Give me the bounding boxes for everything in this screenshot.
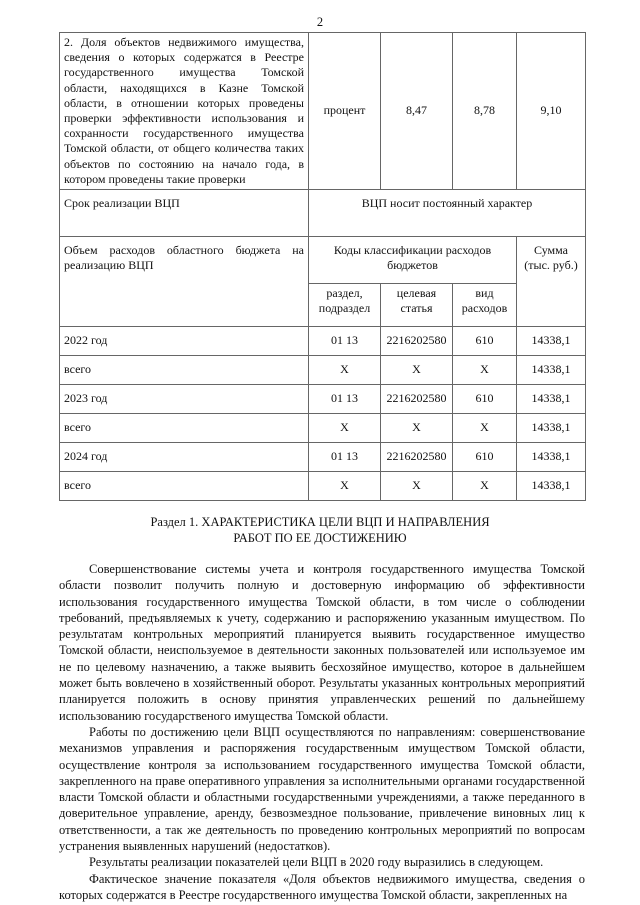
indicator-value: 8,78 bbox=[453, 33, 517, 190]
row-type: 610 bbox=[453, 327, 517, 356]
term-label: Срок реализации ВЦП bbox=[60, 190, 309, 237]
row-section: X bbox=[309, 356, 381, 385]
row-label: 2024 год bbox=[60, 443, 309, 472]
paragraph: Фактическое значение показателя «Доля объектов недвижимого имущества, сведения о которых содержатся в Реестре государственного имущества Томской области, закрепленных на bbox=[59, 871, 585, 902]
row-sum: 14338,1 bbox=[517, 414, 586, 443]
section-heading-line: РАБОТ ПО ЕЕ ДОСТИЖЕНИЮ bbox=[233, 531, 407, 545]
row-label: 2022 год bbox=[60, 327, 309, 356]
row-section: 01 13 bbox=[309, 385, 381, 414]
subheader-type: вид расходов bbox=[453, 284, 517, 327]
row-section: X bbox=[309, 472, 381, 501]
row-sum: 14338,1 bbox=[517, 385, 586, 414]
codes-header: Коды классификации расходов бюджетов bbox=[309, 237, 517, 284]
row-article: X bbox=[381, 356, 453, 385]
page-number: 2 bbox=[316, 15, 324, 29]
row-sum: 14338,1 bbox=[517, 472, 586, 501]
indicator-value: 8,47 bbox=[381, 33, 453, 190]
indicator-value: 9,10 bbox=[517, 33, 586, 190]
row-article: 2216202580 bbox=[381, 327, 453, 356]
indicator-unit: процент bbox=[309, 33, 381, 190]
row-sum: 14338,1 bbox=[517, 356, 586, 385]
table-row bbox=[60, 414, 586, 443]
body-text bbox=[59, 561, 585, 903]
row-article: X bbox=[381, 414, 453, 443]
row-sum: 14338,1 bbox=[517, 443, 586, 472]
row-type: X bbox=[453, 414, 517, 443]
sum-header: Сумма (тыс. руб.) bbox=[517, 237, 586, 327]
budget-label: Объем расходов областного бюджета на реализацию ВЦП bbox=[60, 237, 309, 327]
row-type: 610 bbox=[453, 385, 517, 414]
section-heading bbox=[0, 514, 640, 546]
subheader-section: раздел, подраздел bbox=[309, 284, 381, 327]
row-section: 01 13 bbox=[309, 327, 381, 356]
row-article: 2216202580 bbox=[381, 443, 453, 472]
table-row bbox=[60, 472, 586, 501]
table-row bbox=[60, 356, 586, 385]
term-value: ВЦП носит постоянный характер bbox=[309, 190, 586, 237]
subheader-article: целевая статья bbox=[381, 284, 453, 327]
row-label: всего bbox=[60, 472, 309, 501]
paragraph: Работы по достижению цели ВЦП осуществляются по направлениям: совершенствование механизмов управления и распоряжения государственным имуществом Томской области, осуществление контроля за использованием государственного имущества Томской области, закрепленного на праве оперативного управления за исполнительными органами государственной власти Томской области и областными государственными учреждениями, а также переданного в доверительное управление, аренду, безвозмездное пользование, привлечение виновных лиц к ответственности, а так же деятельность по проведению контрольных мероприятий по вопросам устранения выявленных нарушений (недостатков). bbox=[59, 724, 585, 854]
program-table bbox=[59, 32, 586, 501]
table-row bbox=[60, 385, 586, 414]
row-sum: 14338,1 bbox=[517, 327, 586, 356]
row-label: 2023 год bbox=[60, 385, 309, 414]
section-heading-line: Раздел 1. ХАРАКТЕРИСТИКА ЦЕЛИ ВЦП И НАПРАВЛЕНИЯ bbox=[150, 515, 490, 529]
table-row bbox=[60, 443, 586, 472]
row-label: всего bbox=[60, 414, 309, 443]
row-type: 610 bbox=[453, 443, 517, 472]
row-type: X bbox=[453, 356, 517, 385]
paragraph: Совершенствование системы учета и контроля государственного имущества Томской области позволит получить полную и достоверную информацию об эффективности использования государственного имущества Томской области, в том числе о соблюдении требований, предъявляемых к учету, содержанию и распоряжению указанным имуществом. По результатам контрольных мероприятий планируется выявить государственное имущество Томской области, неиспользуемое в деятельности законных пользователей или используемое им не по целевому назначению, а также выявить бесхозяйное имущество, которое в дальнейшем может быть вовлечено в хозяйственный оборот. Результаты указанных контрольных мероприятий планируется положить в основу принятия управленческих решений по дальнейшему использованию государственого имущества Томской области. bbox=[59, 562, 585, 723]
row-type: X bbox=[453, 472, 517, 501]
paragraph: Результаты реализации показателей цели ВЦП в 2020 году выразились в следующем. bbox=[89, 855, 544, 870]
indicator-row bbox=[60, 33, 586, 190]
term-row bbox=[60, 190, 586, 237]
row-section: 01 13 bbox=[309, 443, 381, 472]
row-article: X bbox=[381, 472, 453, 501]
budget-header-row bbox=[60, 237, 586, 284]
row-article: 2216202580 bbox=[381, 385, 453, 414]
table-row bbox=[60, 327, 586, 356]
row-label: всего bbox=[60, 356, 309, 385]
row-section: X bbox=[309, 414, 381, 443]
indicator-name: 2. Доля объектов недвижимого имущества, сведения о которых содержатся в Реестре государственного имущества Томской области, находящихся в Казне Томской области, в отношении которых проведены проверки эффективности использования и сохранности государственного имущества Томской области, от общего количества таких объектов по состоянию на начало года, в котором проведены такие проверки bbox=[60, 33, 309, 190]
